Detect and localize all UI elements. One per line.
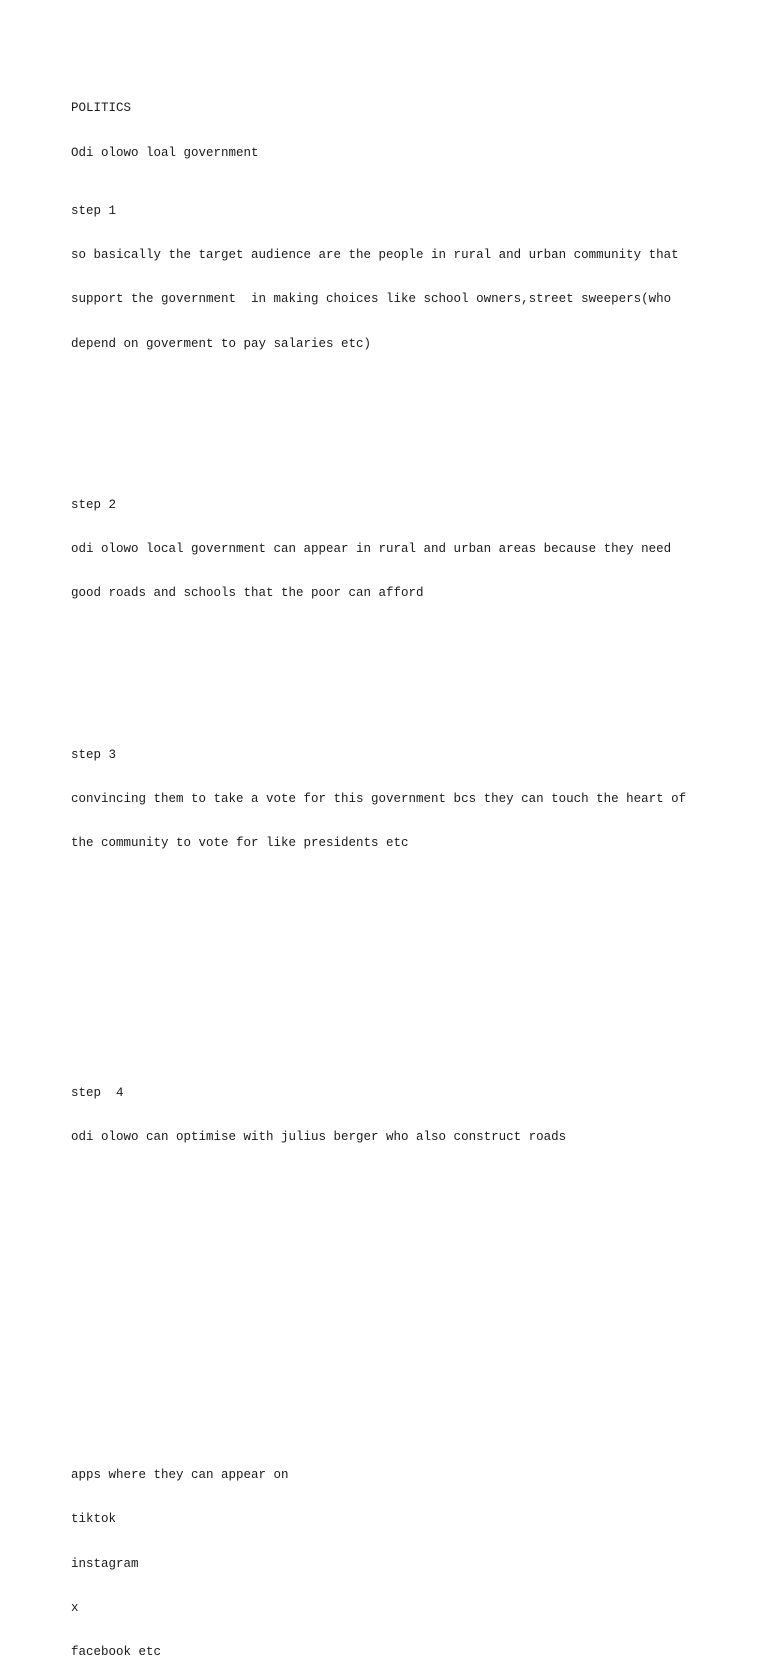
blank-line	[71, 1321, 711, 1336]
document-body	[71, 72, 711, 1674]
step-4-line: odi olowo can optimise with julius berger who also construct roads	[71, 1130, 567, 1145]
step-2-heading: step 2	[71, 498, 117, 513]
blank-line	[71, 1410, 711, 1425]
step-2-line: odi olowo local government can appear in rural and urban areas because they need	[71, 542, 672, 557]
step-1-line: support the government in making choices like school owners,street sweepers(who	[71, 292, 672, 307]
blank-line	[71, 1027, 711, 1042]
blank-line	[71, 1277, 711, 1292]
blank-line	[71, 983, 711, 998]
step-2-line: good roads and schools that the poor can afford	[71, 586, 424, 601]
blank-line	[71, 645, 711, 660]
step-1-line: depend on goverment to pay salaries etc)	[71, 336, 372, 351]
step-1-heading: step 1	[71, 204, 117, 219]
blank-line	[71, 939, 711, 954]
apps-item: x	[71, 1600, 79, 1615]
document-subtitle: Odi olowo loal government	[71, 145, 259, 160]
step-3-heading: step 3	[71, 748, 117, 763]
apps-heading: apps where they can appear on	[71, 1468, 289, 1483]
apps-item: tiktok	[71, 1512, 117, 1527]
blank-line	[71, 395, 711, 410]
apps-item: instagram	[71, 1556, 139, 1571]
blank-line	[71, 439, 711, 454]
blank-line	[71, 895, 711, 910]
blank-line	[71, 689, 711, 704]
step-3-line: convincing them to take a vote for this government bcs they can touch the heart of	[71, 792, 687, 807]
blank-line	[71, 1365, 711, 1380]
apps-item: facebook etc	[71, 1644, 162, 1659]
document-title: POLITICS	[71, 101, 132, 116]
step-4-heading: step 4	[71, 1086, 124, 1101]
step-3-line: the community to vote for like presidents etc	[71, 836, 409, 851]
blank-line	[71, 1189, 711, 1204]
blank-line	[71, 1233, 711, 1248]
step-1-line: so basically the target audience are the people in rural and urban community that	[71, 248, 679, 263]
